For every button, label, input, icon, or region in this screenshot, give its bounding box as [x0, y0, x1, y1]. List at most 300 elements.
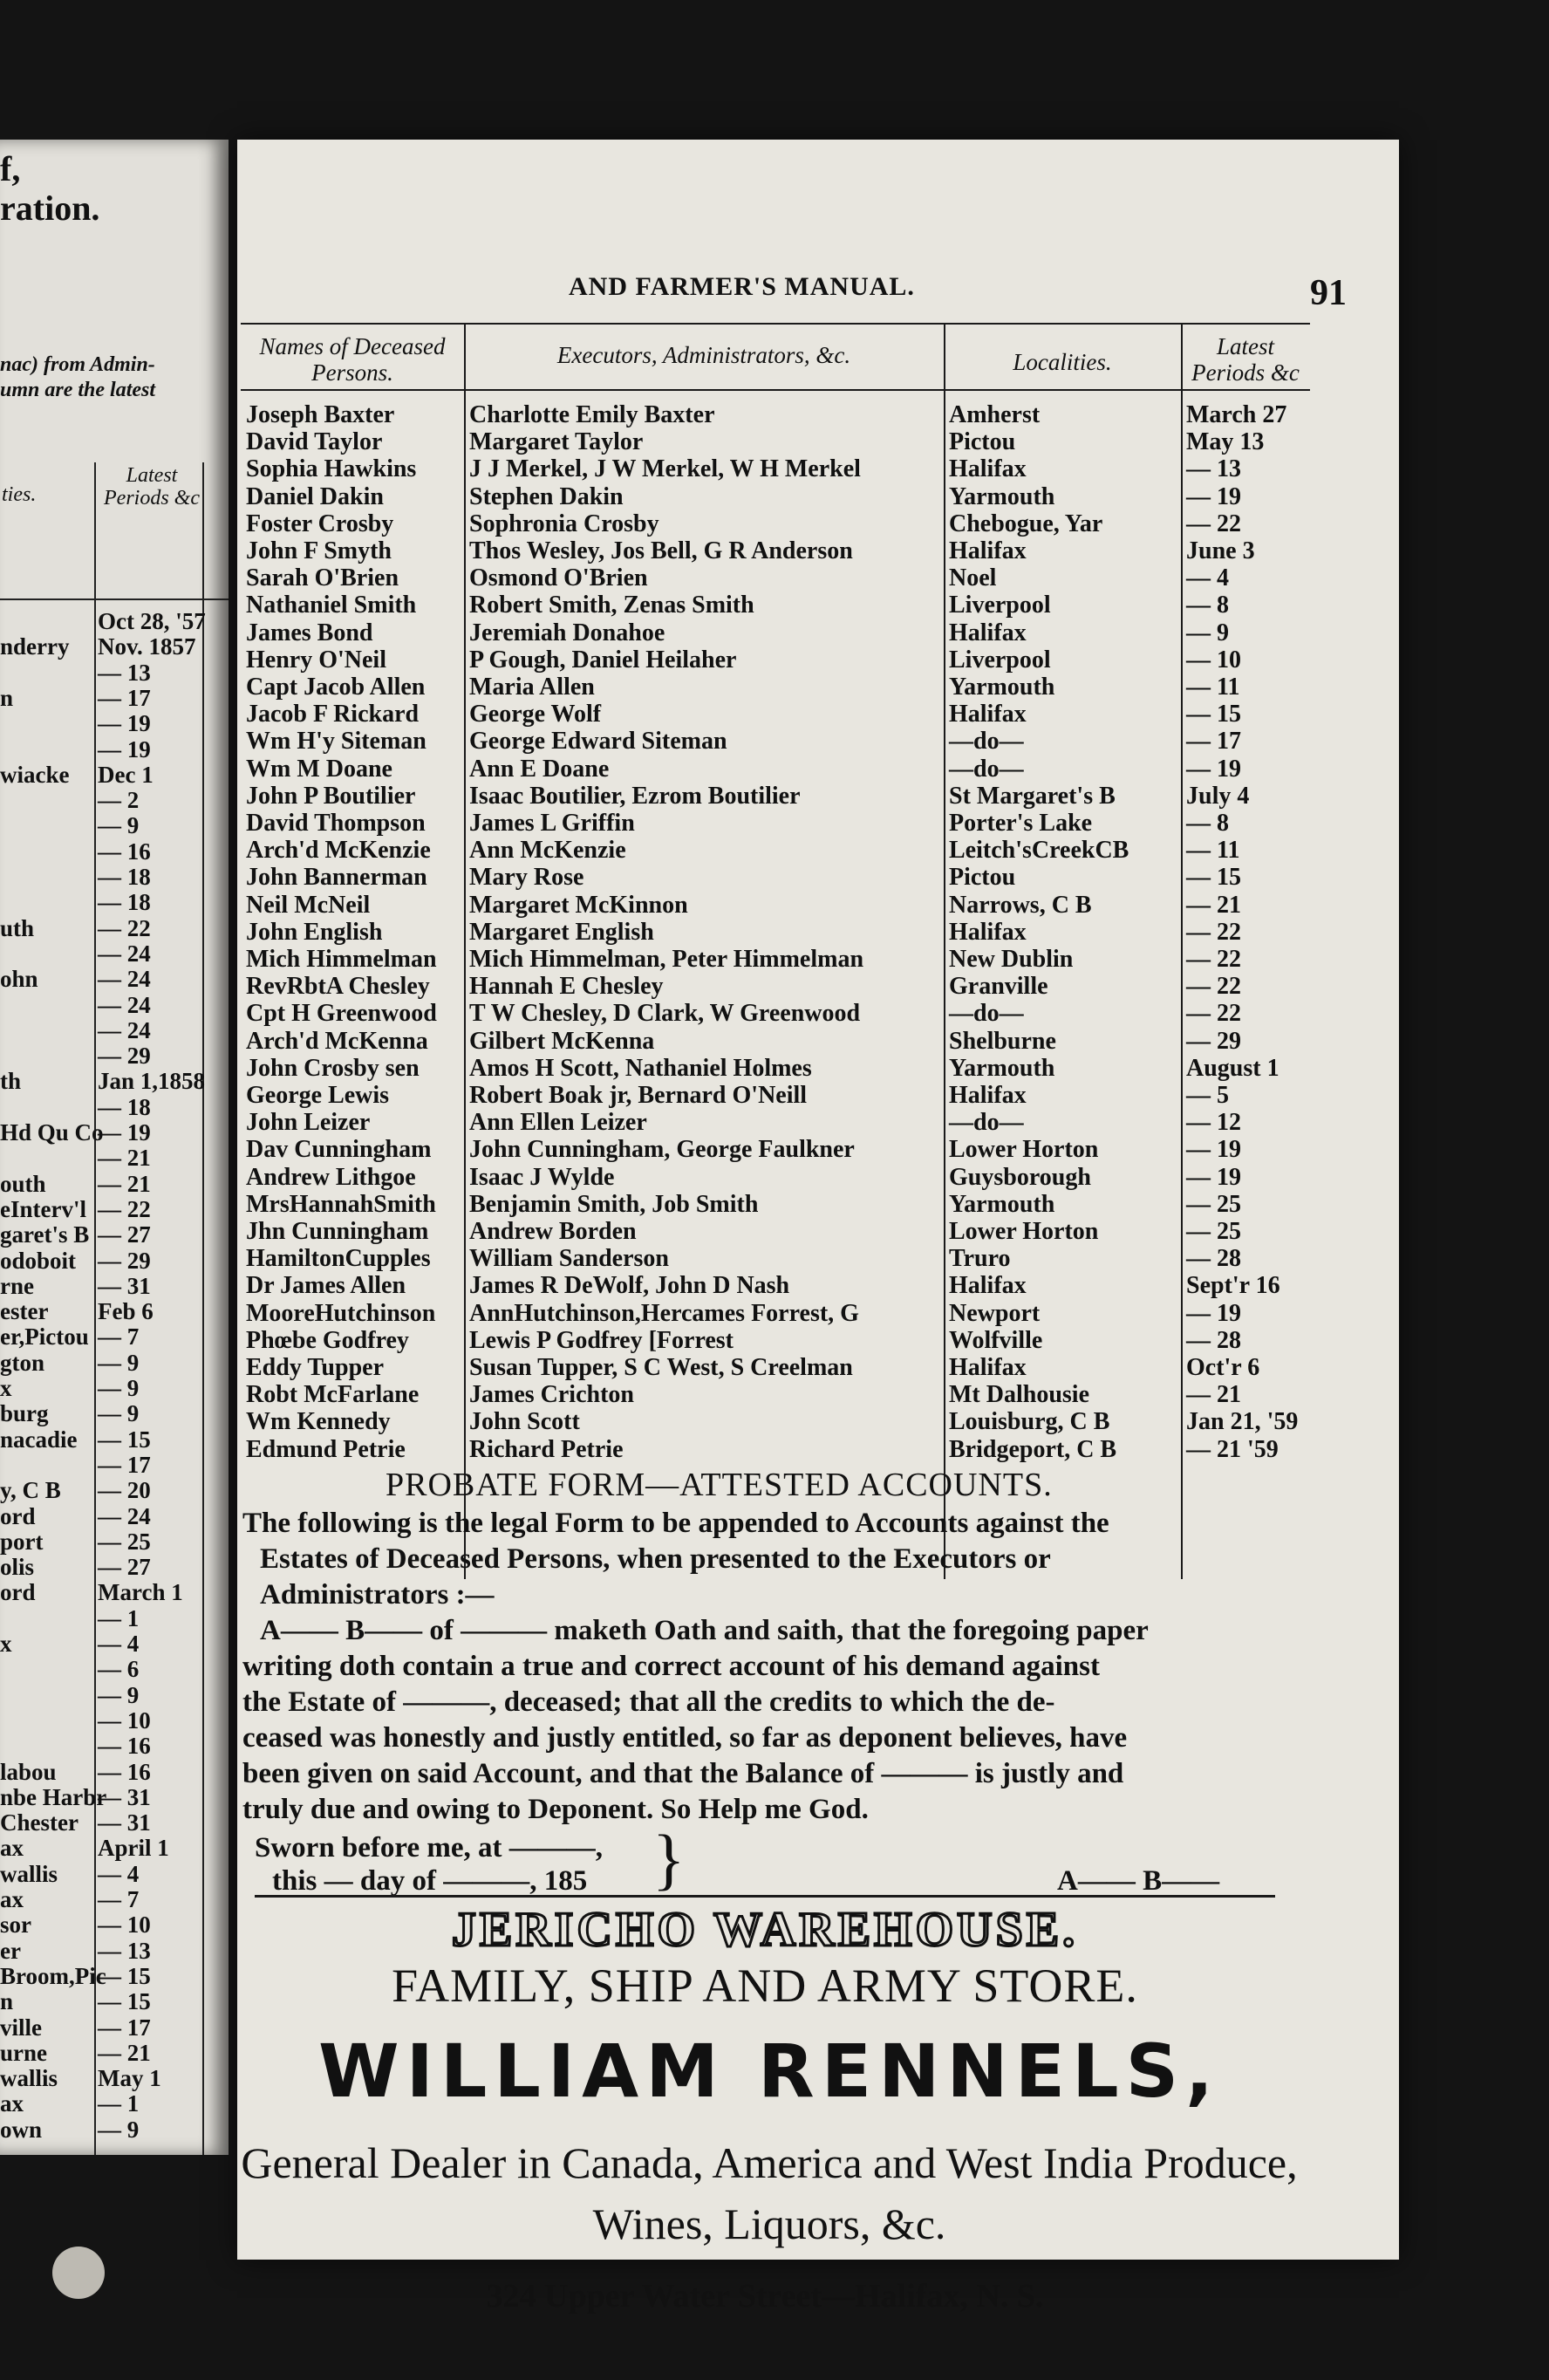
- left-row-locality: rne: [0, 1272, 34, 1299]
- deceased-name: David Thompson: [246, 810, 426, 837]
- latest-period: — 28: [1186, 1245, 1241, 1273]
- executor-names: George Edward Siteman: [469, 728, 727, 756]
- left-row-date: — 1: [98, 2090, 140, 2117]
- executor-names: Jeremiah Donahoe: [469, 619, 665, 646]
- deceased-name: Dav Cunningham: [246, 1136, 432, 1164]
- left-row-date: — 31: [98, 1272, 151, 1299]
- executor-names: Isaac J Wylde: [469, 1163, 615, 1191]
- latest-period: — 8: [1186, 810, 1229, 837]
- left-row-date: — 9: [98, 1375, 140, 1401]
- latest-period: — 13: [1186, 455, 1241, 483]
- left-row-locality: er,Pictou: [0, 1323, 89, 1351]
- locality: —do—: [949, 728, 1024, 756]
- left-row-date: — 16: [98, 1758, 151, 1785]
- deceased-name: John English: [246, 918, 383, 946]
- table-row: [241, 973, 1310, 1000]
- locality: Louisburg, C B: [949, 1408, 1110, 1436]
- left-row-date: — 17: [98, 2014, 151, 2041]
- left-row-date: — 2: [98, 787, 140, 814]
- deceased-name: Nathaniel Smith: [246, 592, 417, 619]
- table-row: [241, 1354, 1310, 1381]
- table-row: [241, 1109, 1310, 1136]
- locality: New Dublin: [949, 946, 1074, 973]
- locality: Halifax: [949, 1354, 1027, 1381]
- left-row: [0, 813, 227, 838]
- executor-names: John Scott: [469, 1408, 580, 1436]
- left-row: [0, 1351, 227, 1376]
- table-row: [241, 756, 1310, 783]
- left-row-locality: Broom,Pic: [0, 1962, 106, 1989]
- executor-names: Margaret Taylor: [469, 428, 644, 456]
- left-row-locality: uth: [0, 914, 35, 941]
- left-row-date: — 29: [98, 1043, 151, 1070]
- table-row: [241, 455, 1310, 482]
- latest-period: — 19: [1186, 1299, 1241, 1327]
- advert-proprietor-name: WILLIAM RENNELS,: [317, 2028, 1221, 2114]
- table-row: [241, 837, 1310, 864]
- sworn-line-2: this — day of ———, 185: [272, 1865, 588, 1897]
- left-row: [0, 788, 227, 813]
- executor-names: Richard Petrie: [469, 1435, 624, 1463]
- left-row: [0, 1274, 227, 1299]
- latest-period: — 22: [1186, 510, 1241, 537]
- table-row: [241, 1136, 1310, 1163]
- locality: Lower Horton: [949, 1136, 1099, 1164]
- table-row: [241, 428, 1310, 455]
- page-number: 91: [1310, 273, 1347, 313]
- left-row-date: — 9: [98, 1681, 140, 1708]
- locality: Bridgeport, C B: [949, 1435, 1117, 1463]
- left-row-date: — 20: [98, 1477, 151, 1504]
- left-row: [0, 1222, 227, 1248]
- left-row-locality: ord: [0, 1502, 36, 1529]
- left-row-locality: ohn: [0, 966, 38, 993]
- left-row: [0, 1172, 227, 1197]
- executor-names: James Crichton: [469, 1381, 634, 1409]
- latest-period: — 22: [1186, 946, 1241, 973]
- left-row-date: — 1: [98, 1604, 140, 1631]
- table-row: [241, 1218, 1310, 1245]
- left-row: [0, 737, 227, 763]
- latest-period: — 19: [1186, 755, 1241, 783]
- left-row-date: — 24: [98, 966, 151, 993]
- left-row-locality: x: [0, 1375, 12, 1401]
- sworn-line-1: Sworn before me, at ———,: [255, 1832, 603, 1864]
- table-row: [241, 537, 1310, 564]
- table-row: [241, 783, 1310, 810]
- left-row: [0, 1683, 227, 1708]
- latest-period: — 5: [1186, 1082, 1229, 1109]
- latest-period: July 4: [1186, 782, 1250, 810]
- left-row-locality: sor: [0, 1912, 31, 1939]
- latest-period: — 11: [1186, 837, 1240, 865]
- left-row-locality: ax: [0, 1835, 24, 1862]
- left-row-date: — 9: [98, 812, 140, 839]
- table-row: [241, 401, 1310, 428]
- executor-names: Mich Himmelman, Peter Himmelman: [469, 946, 864, 973]
- left-row-date: — 19: [98, 735, 151, 763]
- deceased-name: Wm Kennedy: [246, 1408, 391, 1436]
- locality: Halifax: [949, 537, 1027, 564]
- left-row-date: — 9: [98, 1400, 140, 1427]
- col-header-names: Names of Deceased Persons.: [259, 333, 446, 386]
- executor-names: Stephen Dakin: [469, 482, 624, 510]
- probate-line: ceased was honestly and justly entitled, so far as deponent believes, have: [242, 1722, 1128, 1754]
- executor-names: William Sanderson: [469, 1245, 669, 1273]
- table-header-rule: [241, 389, 1310, 391]
- table-row: [241, 510, 1310, 537]
- left-row-date: — 13: [98, 1937, 151, 1964]
- left-row: [0, 1912, 227, 1938]
- probate-line: The following is the legal Form to be appended to Accounts against the: [242, 1508, 1109, 1539]
- deceased-name: John F Smyth: [246, 537, 392, 564]
- locality: Halifax: [949, 918, 1027, 946]
- left-row-date: — 17: [98, 1451, 151, 1478]
- latest-period: — 12: [1186, 1109, 1241, 1137]
- advert-store-line: FAMILY, SHIP AND ARMY STORE.: [392, 1959, 1138, 2012]
- advert-goods-line: Wines, Liquors, &c.: [592, 2199, 946, 2248]
- left-row: [0, 1401, 227, 1426]
- probate-line: been given on said Account, and that the Balance of ——— is justly and: [242, 1758, 1124, 1789]
- left-head-line-2: ration.: [0, 188, 100, 228]
- table-row: [241, 592, 1310, 619]
- table-row: [241, 1272, 1310, 1299]
- left-row: [0, 1810, 227, 1836]
- deceased-name: Edmund Petrie: [246, 1435, 406, 1463]
- locality: Pictou: [949, 864, 1016, 892]
- latest-period: Oct'r 6: [1186, 1354, 1260, 1381]
- locality: Yarmouth: [949, 674, 1055, 701]
- table-row: [241, 1028, 1310, 1055]
- left-row: [0, 1555, 227, 1580]
- executor-names: Ann Ellen Leizer: [469, 1109, 647, 1137]
- left-row-locality: nderry: [0, 633, 70, 660]
- executor-names: Isaac Boutilier, Ezrom Boutilier: [469, 782, 801, 810]
- latest-period: — 17: [1186, 728, 1241, 756]
- probate-line: the Estate of ———, deceased; that all the credits to which the de-: [242, 1686, 1055, 1718]
- left-row-date: — 24: [98, 940, 151, 967]
- locality: Halifax: [949, 701, 1027, 728]
- left-row-date: — 21: [98, 2039, 151, 2066]
- latest-period: — 21: [1186, 1381, 1241, 1409]
- left-row-locality: garet's B: [0, 1221, 90, 1248]
- left-row: [0, 1120, 227, 1146]
- left-row-locality: olis: [0, 1554, 35, 1581]
- left-row: [0, 865, 227, 890]
- executor-names: Maria Allen: [469, 674, 595, 701]
- executor-names: Sophronia Crosby: [469, 510, 659, 537]
- deceased-name: Mich Himmelman: [246, 946, 437, 973]
- table-row: [241, 1164, 1310, 1191]
- deceased-name: MooreHutchinson: [246, 1299, 436, 1327]
- probate-line: truly due and owing to Deponent. So Help me God.: [242, 1794, 869, 1825]
- deceased-name: Arch'd McKenzie: [246, 837, 431, 865]
- locality: Yarmouth: [949, 482, 1055, 510]
- left-row-locality: nbe Harbr: [0, 1783, 107, 1810]
- left-row: [0, 1734, 227, 1759]
- left-row-locality: Hd Qu Co: [0, 1119, 104, 1146]
- left-row-locality: ax: [0, 1886, 24, 1912]
- locality: Noel: [949, 564, 997, 592]
- locality: Halifax: [949, 1272, 1027, 1300]
- locality: Liverpool: [949, 592, 1051, 619]
- probate-line: writing doth contain a true and correct account of his demand against: [242, 1651, 1100, 1682]
- deceased-name: John Leizer: [246, 1109, 371, 1137]
- left-row: [0, 1427, 227, 1453]
- col-header-latest: Latest Periods &c: [1191, 333, 1300, 386]
- left-row: [0, 1043, 227, 1069]
- deceased-name: Sarah O'Brien: [246, 564, 399, 592]
- latest-period: — 22: [1186, 1000, 1241, 1028]
- left-row-date: — 15: [98, 1426, 151, 1453]
- table-row: [241, 946, 1310, 973]
- deceased-name: Capt Jacob Allen: [246, 674, 426, 701]
- left-row-date: — 10: [98, 1912, 151, 1939]
- left-row-date: — 25: [98, 1528, 151, 1555]
- left-row-date: — 21: [98, 1170, 151, 1197]
- deceased-persons-table: [241, 323, 1310, 1579]
- latest-period: — 19: [1186, 1163, 1241, 1191]
- left-row-date: — 29: [98, 1247, 151, 1274]
- locality: Leitch'sCreekCB: [949, 837, 1129, 865]
- locality: Newport: [949, 1299, 1041, 1327]
- left-row-locality: own: [0, 2116, 43, 2143]
- deceased-name: RevRbtA Chesley: [246, 973, 430, 1001]
- left-row-date: — 4: [98, 1631, 140, 1657]
- left-row-date: — 27: [98, 1554, 151, 1581]
- executor-names: Gilbert McKenna: [469, 1027, 655, 1055]
- left-row-date: — 16: [98, 838, 151, 865]
- deceased-name: Jacob F Rickard: [246, 701, 420, 728]
- deceased-name: John P Boutilier: [246, 782, 416, 810]
- table-row: [241, 1408, 1310, 1435]
- latest-period: Sept'r 16: [1186, 1272, 1280, 1300]
- probate-form-title: PROBATE FORM—ATTESTED ACCOUNTS.: [386, 1467, 1053, 1503]
- executor-names: Ann E Doane: [469, 755, 610, 783]
- deceased-name: Wm M Doane: [246, 755, 392, 783]
- locality: Halifax: [949, 455, 1027, 483]
- left-row-locality: ville: [0, 2014, 42, 2041]
- latest-period: — 22: [1186, 973, 1241, 1001]
- latest-period: — 11: [1186, 674, 1240, 701]
- left-row: [0, 660, 227, 686]
- left-row-date: April 1: [98, 1835, 169, 1862]
- locality: Narrows, C B: [949, 891, 1092, 919]
- latest-period: — 28: [1186, 1326, 1241, 1354]
- left-row: [0, 1631, 227, 1657]
- advert-address-line: 324 Upper Water Street—Halifax, N. S.: [486, 2278, 1044, 2315]
- left-row: [0, 1478, 227, 1503]
- locality: Chebogue, Yar: [949, 510, 1103, 537]
- table-row: [241, 674, 1310, 701]
- left-row-locality: y, C B: [0, 1477, 61, 1504]
- executor-names: Benjamin Smith, Job Smith: [469, 1190, 759, 1218]
- latest-period: — 25: [1186, 1218, 1241, 1245]
- left-row-date: Feb 6: [98, 1298, 154, 1325]
- left-row-locality: n: [0, 684, 14, 711]
- deceased-name: Phœbe Godfrey: [246, 1326, 409, 1354]
- latest-period: — 19: [1186, 1136, 1241, 1164]
- table-row: [241, 1300, 1310, 1327]
- deceased-name: James Bond: [246, 619, 373, 646]
- deceased-name: John Crosby sen: [246, 1054, 420, 1082]
- latest-period: — 8: [1186, 592, 1229, 619]
- running-head: AND FARMER'S MANUAL.: [569, 272, 915, 301]
- table-row: [241, 1000, 1310, 1027]
- left-row: [0, 1580, 227, 1605]
- executor-names: Margaret English: [469, 918, 654, 946]
- left-row: [0, 941, 227, 967]
- advert-dealer-line: General Dealer in Canada, America and West India Produce,: [241, 2138, 1298, 2187]
- executor-names: Andrew Borden: [469, 1218, 637, 1245]
- locality: Shelburne: [949, 1027, 1056, 1055]
- executor-names: Mary Rose: [469, 864, 584, 892]
- left-row-locality: nacadie: [0, 1426, 78, 1453]
- deceased-name: Andrew Lithgoe: [246, 1163, 416, 1191]
- latest-period: — 15: [1186, 864, 1241, 892]
- table-row: [241, 728, 1310, 755]
- left-row: [0, 1939, 227, 1964]
- left-row: [0, 2066, 227, 2091]
- deceased-name: Robt McFarlane: [246, 1381, 420, 1409]
- left-col-header-b: Latest Periods &c: [104, 464, 200, 510]
- table-row: [241, 864, 1310, 891]
- left-row-date: — 18: [98, 889, 151, 916]
- left-row-locality: labou: [0, 1758, 57, 1785]
- deceased-name: David Taylor: [246, 428, 383, 456]
- left-row-date: — 21: [98, 1145, 151, 1172]
- latest-period: June 3: [1186, 537, 1255, 564]
- left-row: [0, 609, 227, 634]
- table-top-rule: [241, 323, 1310, 325]
- left-row-date: March 1: [98, 1579, 183, 1606]
- deceased-name: Joseph Baxter: [246, 401, 395, 428]
- deceased-name: HamiltonCupples: [246, 1245, 431, 1273]
- left-row: [0, 686, 227, 711]
- executor-names: Osmond O'Brien: [469, 564, 648, 592]
- latest-period: August 1: [1186, 1054, 1279, 1082]
- executor-names: George Wolf: [469, 701, 602, 728]
- left-row: [0, 634, 227, 660]
- executor-names: Hannah E Chesley: [469, 973, 664, 1001]
- probate-line: Administrators :—: [260, 1579, 495, 1611]
- left-row: [0, 1069, 227, 1094]
- main-page: [237, 140, 1399, 2315]
- table-row: [241, 1191, 1310, 1218]
- col-header-localities: Localities.: [1013, 349, 1112, 375]
- deceased-name: Henry O'Neil: [246, 646, 386, 674]
- left-row-locality: x: [0, 1631, 12, 1657]
- left-row: [0, 1453, 227, 1478]
- locality: Pictou: [949, 428, 1016, 456]
- left-row: [0, 2117, 227, 2143]
- left-row-locality: th: [0, 1068, 22, 1095]
- deceased-name: Dr James Allen: [246, 1272, 406, 1300]
- left-row-locality: burg: [0, 1400, 49, 1427]
- table-row: [241, 701, 1310, 728]
- left-row: [0, 916, 227, 941]
- left-row-locality: ord: [0, 1579, 36, 1606]
- executor-names: Charlotte Emily Baxter: [469, 401, 715, 428]
- table-row: [241, 646, 1310, 674]
- deceased-name: Sophia Hawkins: [246, 455, 417, 483]
- left-row: [0, 1760, 227, 1785]
- left-row: [0, 1529, 227, 1555]
- executor-names: Margaret McKinnon: [469, 891, 688, 919]
- latest-period: — 21: [1186, 891, 1241, 919]
- left-row-date: — 9: [98, 1349, 140, 1376]
- latest-period: May 13: [1186, 428, 1265, 456]
- left-row: [0, 1018, 227, 1043]
- left-row-date: Dec 1: [98, 761, 154, 788]
- left-row-locality: wiacke: [0, 761, 70, 788]
- table-row: [241, 892, 1310, 919]
- table-row: [241, 619, 1310, 646]
- left-row-locality: outh: [0, 1170, 46, 1197]
- deceased-name: Wm H'y Siteman: [246, 728, 426, 756]
- latest-period: March 27: [1186, 401, 1287, 428]
- table-row: [241, 919, 1310, 946]
- left-row: [0, 2091, 227, 2117]
- executor-names: AnnHutchinson,Hercames Forrest, G: [469, 1299, 859, 1327]
- locality: Amherst: [949, 401, 1041, 428]
- table-row: [241, 1381, 1310, 1408]
- locality: Liverpool: [949, 646, 1051, 674]
- left-row-date: — 16: [98, 1733, 151, 1760]
- left-page-fragment: [0, 140, 229, 2155]
- locality: Guysborough: [949, 1163, 1091, 1191]
- left-row-locality: odoboit: [0, 1247, 77, 1274]
- executor-names: J J Merkel, J W Merkel, W H Merkel: [469, 455, 861, 483]
- left-row-locality: er: [0, 1937, 21, 1964]
- advert-top-rule: [255, 1895, 1275, 1898]
- left-row-date: Nov. 1857: [98, 633, 196, 660]
- probate-line: A—— B—— of ——— maketh Oath and saith, that the foregoing paper: [260, 1615, 1149, 1646]
- locality: Mt Dalhousie: [949, 1381, 1089, 1409]
- deceased-name: Cpt H Greenwood: [246, 1000, 437, 1028]
- left-header-rule: [0, 598, 229, 600]
- locality: Granville: [949, 973, 1048, 1001]
- deceased-name: Jhn Cunningham: [246, 1218, 429, 1245]
- latest-period: — 9: [1186, 619, 1229, 646]
- left-row-date: — 7: [98, 1323, 140, 1351]
- left-col-header-a: ties.: [2, 483, 37, 506]
- locality: —do—: [949, 755, 1024, 783]
- table-row: [241, 1055, 1310, 1082]
- latest-period: Jan 21, '59: [1186, 1408, 1299, 1436]
- left-row: [0, 1248, 227, 1274]
- left-row: [0, 2041, 227, 2066]
- left-row: [0, 1376, 227, 1401]
- left-row: [0, 890, 227, 915]
- left-row-date: — 24: [98, 991, 151, 1018]
- left-row-locality: ester: [0, 1298, 49, 1325]
- executor-names: Robert Boak jr, Bernard O'Neill: [469, 1082, 808, 1109]
- signature-line: A—— B——: [1057, 1865, 1220, 1897]
- deceased-name: Neil McNeil: [246, 891, 371, 919]
- left-row-locality: ax: [0, 2090, 24, 2117]
- table-row: [241, 810, 1310, 837]
- table-row: [241, 1327, 1310, 1354]
- executor-names: Amos H Scott, Nathaniel Holmes: [469, 1054, 812, 1082]
- left-row-date: — 4: [98, 1860, 140, 1887]
- left-row: [0, 1504, 227, 1529]
- left-row-date: — 7: [98, 1886, 140, 1912]
- latest-period: — 22: [1186, 918, 1241, 946]
- left-row: [0, 1708, 227, 1734]
- deceased-name: George Lewis: [246, 1082, 390, 1109]
- deceased-name: MrsHannahSmith: [246, 1190, 436, 1218]
